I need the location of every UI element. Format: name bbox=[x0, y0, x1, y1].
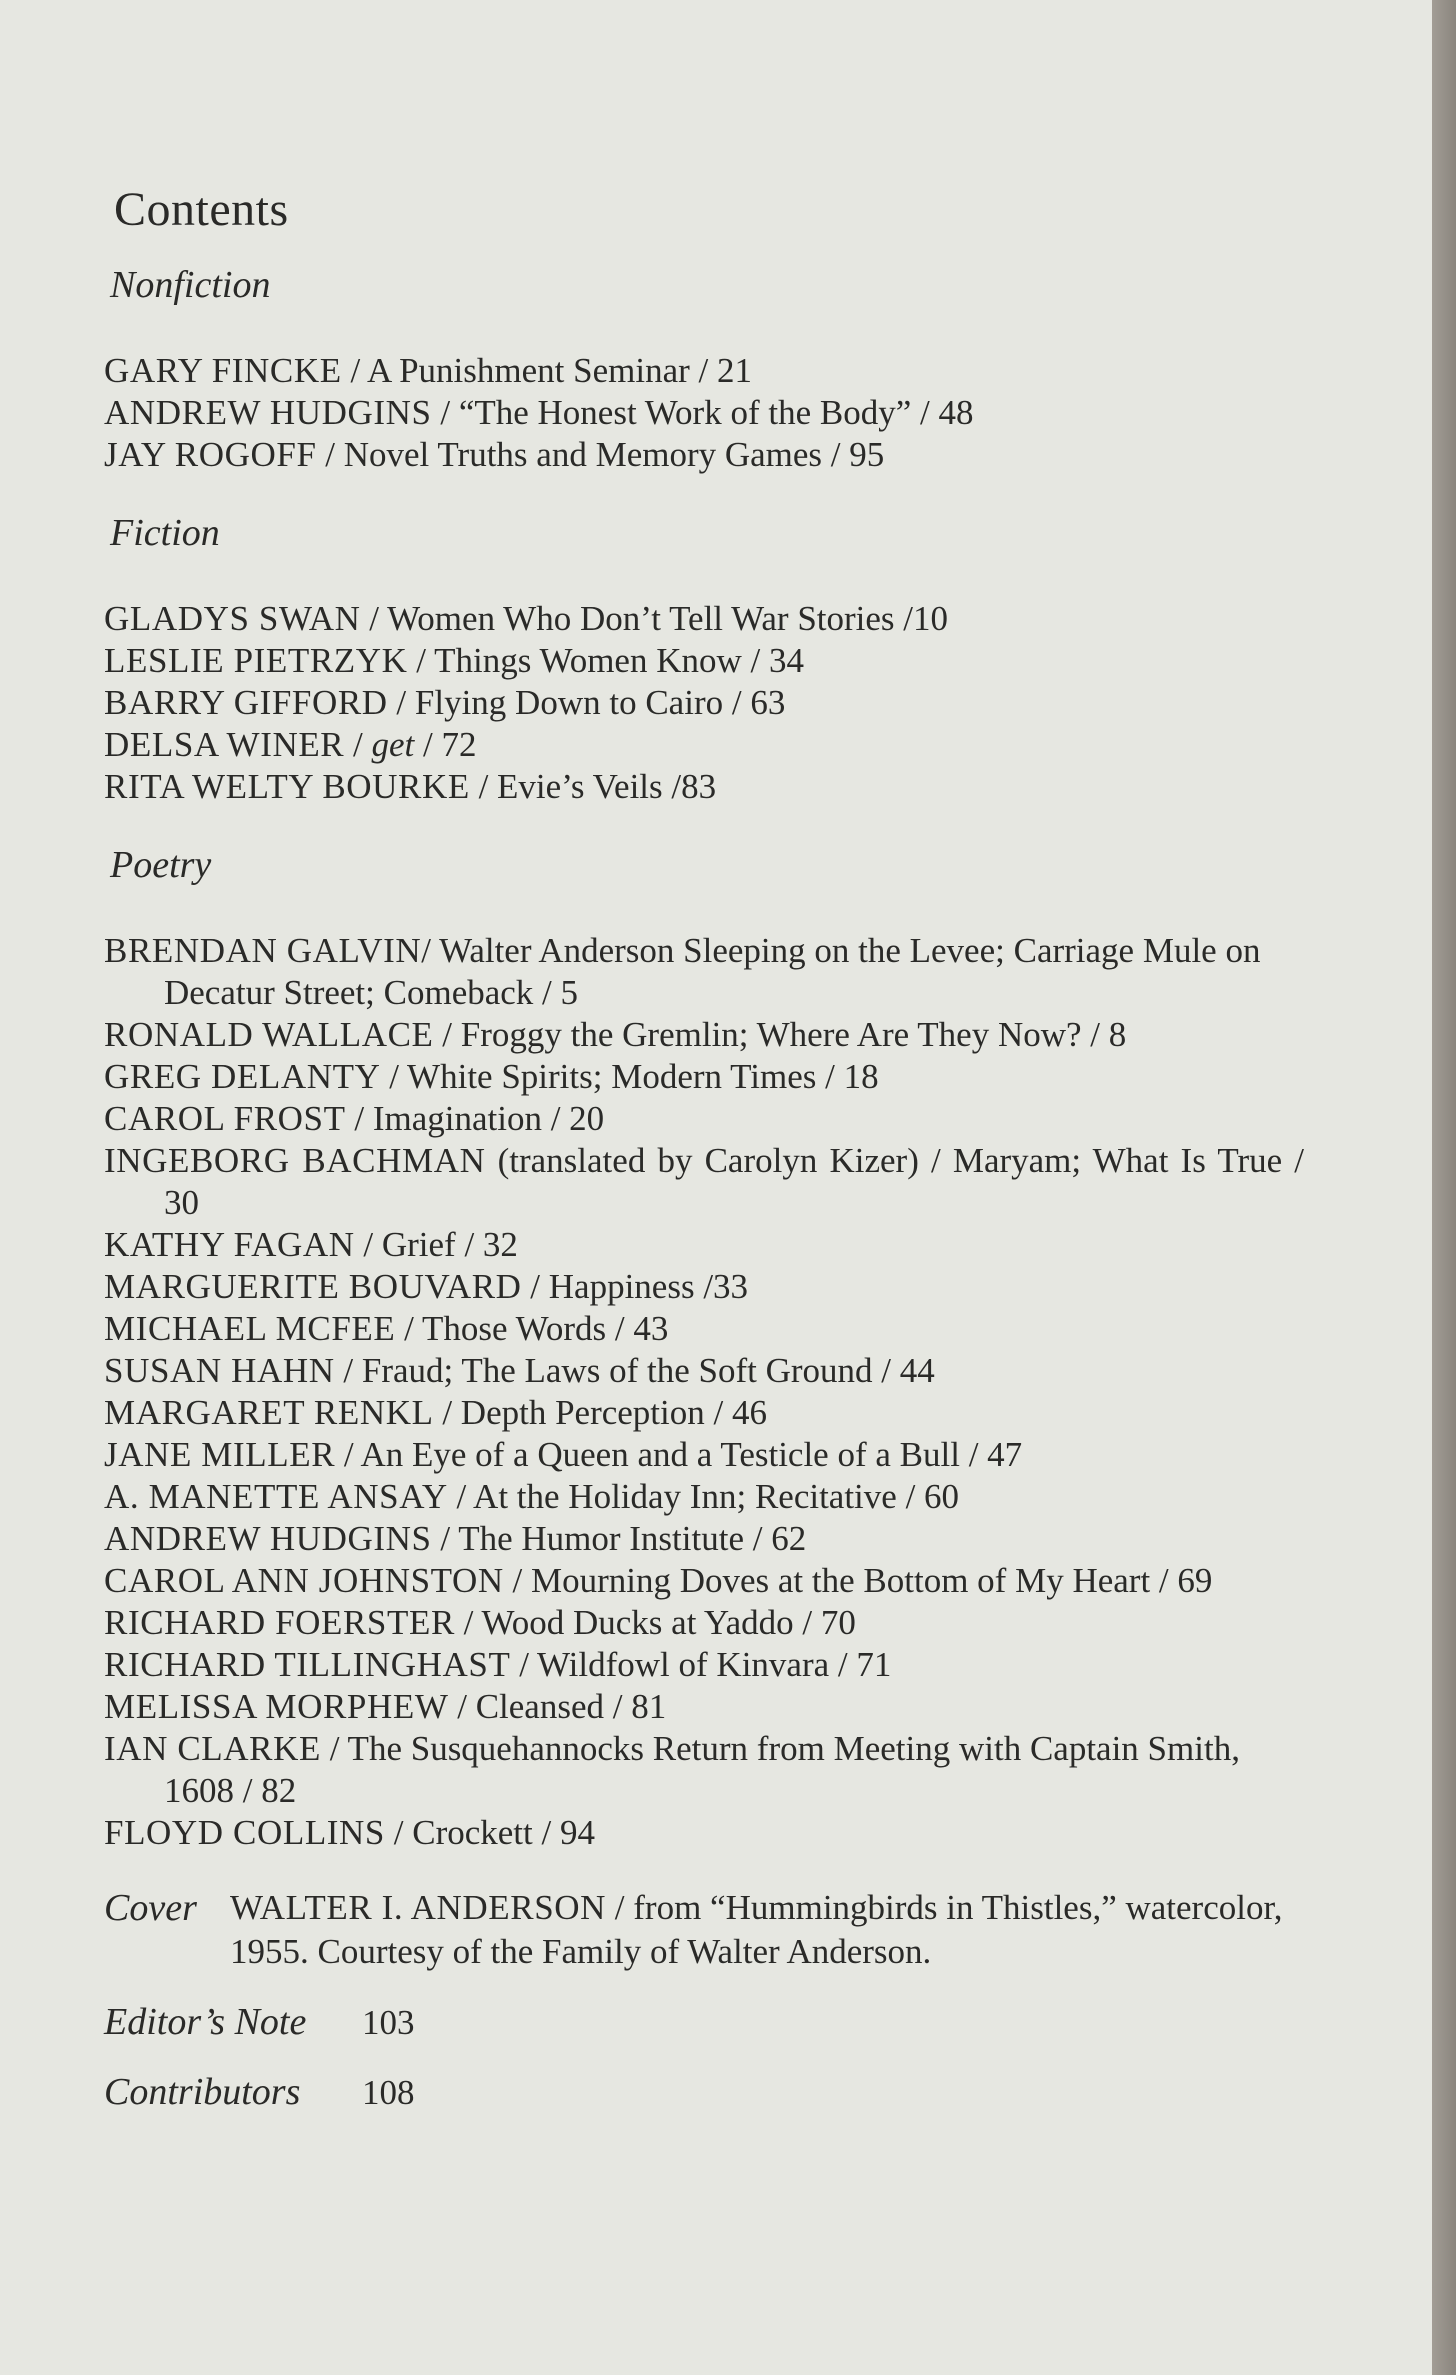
page-title: Contents bbox=[114, 183, 289, 236]
entry-author: SUSAN HAHN bbox=[104, 1351, 335, 1390]
entry-author: GLADYS SWAN bbox=[104, 599, 361, 638]
entry-title-page: / Imagination / 20 bbox=[345, 1099, 605, 1138]
entry-title-page: / Happiness /33 bbox=[521, 1267, 749, 1306]
entry-author: MELISSA MORPHEW bbox=[104, 1687, 449, 1726]
entry-author: ANDREW HUDGINS bbox=[104, 1519, 432, 1558]
entry-title-page: / A Punishment Seminar / 21 bbox=[341, 351, 752, 390]
entry-author: RICHARD TILLINGHAST bbox=[104, 1645, 511, 1684]
entry-author: GARY FINCKE bbox=[104, 351, 342, 390]
entry-author: LESLIE PIETRZYK bbox=[104, 641, 408, 680]
toc-entry bbox=[104, 1728, 1304, 1812]
entry-author: CAROL FROST bbox=[104, 1099, 346, 1138]
entry-page: / 72 bbox=[414, 725, 477, 764]
entry-title-page: / Those Words / 43 bbox=[395, 1309, 669, 1348]
toc-entry bbox=[104, 1056, 1304, 1098]
toc-entry bbox=[104, 930, 1304, 1014]
toc-entry bbox=[104, 350, 1304, 392]
cover-artist: WALTER I. ANDERSON bbox=[230, 1888, 607, 1927]
toc-entry bbox=[104, 1308, 1304, 1350]
toc-entry bbox=[104, 392, 1304, 434]
editors-note-page: 103 bbox=[362, 2003, 415, 2042]
entry-title-page: / Novel Truths and Memory Games / 95 bbox=[316, 435, 885, 474]
entry-author: MICHAEL MCFEE bbox=[104, 1309, 396, 1348]
entry-author: JANE MILLER bbox=[104, 1435, 336, 1474]
entry-title-page: / An Eye of a Queen and a Testicle of a Bull / 47 bbox=[335, 1435, 1023, 1474]
entry-author: IAN CLARKE bbox=[104, 1729, 321, 1768]
toc-entry bbox=[104, 1812, 1304, 1854]
toc-entry bbox=[104, 1602, 1304, 1644]
entry-author: MARGARET RENKL bbox=[104, 1393, 434, 1432]
cover-credit bbox=[104, 1886, 1304, 1974]
nonfiction-list bbox=[104, 350, 1304, 476]
toc-entry bbox=[104, 1266, 1304, 1308]
cover-label: Cover bbox=[104, 1887, 197, 1929]
entry-author: RICHARD FOERSTER bbox=[104, 1603, 455, 1642]
entry-title-page: / Evie’s Veils /83 bbox=[469, 767, 717, 806]
section-heading-poetry: Poetry bbox=[110, 844, 212, 886]
entry-title-page: / At the Holiday Inn; Recitative / 60 bbox=[447, 1477, 960, 1516]
cover-description: / from “Hummingbirds in Thistles,” watercolor, 1955. Courtesy of the Family of Walter Anderson. bbox=[230, 1888, 1283, 1971]
entry-title-page: / Grief / 32 bbox=[354, 1225, 518, 1264]
entry-author: A. MANETTE ANSAY bbox=[104, 1477, 448, 1516]
entry-title-page: / Things Women Know / 34 bbox=[407, 641, 804, 680]
toc-entry bbox=[104, 682, 1304, 724]
toc-entry bbox=[104, 1224, 1304, 1266]
entry-author: CAROL ANN JOHNSTON bbox=[104, 1561, 504, 1600]
entry-title-page: / Depth Perception / 46 bbox=[433, 1393, 767, 1432]
entry-title-page: / Fraud; The Laws of the Soft Ground / 44 bbox=[334, 1351, 935, 1390]
entry-author: DELSA WINER bbox=[104, 725, 345, 764]
entry-title-page: / Cleansed / 81 bbox=[448, 1687, 667, 1726]
toc-entry bbox=[104, 1644, 1304, 1686]
section-heading-fiction: Fiction bbox=[110, 512, 220, 554]
entry-title-page: / Mourning Doves at the Bottom of My Heart / 69 bbox=[503, 1561, 1213, 1600]
entry-title-page: (translated by Carolyn Kizer) / Maryam; What Is True / 30 bbox=[164, 1141, 1305, 1222]
entry-title-page: / Walter Anderson Sleeping on the Levee; Carriage Mule on Decatur Street; Comeback / 5 bbox=[164, 931, 1261, 1012]
entry-author: RONALD WALLACE bbox=[104, 1015, 434, 1054]
entry-author: BRENDAN GALVIN bbox=[104, 931, 422, 970]
cover-text bbox=[230, 1886, 1304, 1974]
entry-author: BARRY GIFFORD bbox=[104, 683, 388, 722]
entry-title-page: / The Susquehannocks Return from Meeting with Captain Smith, 1608 / 82 bbox=[164, 1729, 1240, 1810]
entry-author: KATHY FAGAN bbox=[104, 1225, 355, 1264]
toc-entry bbox=[104, 598, 1304, 640]
contributors-row bbox=[104, 2070, 1304, 2114]
toc-entry bbox=[104, 640, 1304, 682]
entry-title-italic: get bbox=[371, 725, 415, 764]
entry-title-page: / “The Honest Work of the Body” / 48 bbox=[431, 393, 974, 432]
table-of-contents bbox=[104, 168, 1304, 2114]
toc-entry bbox=[104, 1350, 1304, 1392]
entry-title-page: / Wildfowl of Kinvara / 71 bbox=[510, 1645, 892, 1684]
entry-title-page: / Wood Ducks at Yaddo / 70 bbox=[454, 1603, 856, 1642]
poetry-list bbox=[104, 930, 1304, 1854]
entry-author: INGEBORG BACHMAN bbox=[104, 1141, 486, 1180]
toc-entry bbox=[104, 1518, 1304, 1560]
toc-entry bbox=[104, 1098, 1304, 1140]
contributors-label: Contributors bbox=[104, 2071, 301, 2113]
toc-entry bbox=[104, 724, 1304, 766]
toc-entry bbox=[104, 1434, 1304, 1476]
contributors-page: 108 bbox=[362, 2073, 415, 2112]
entry-title-page: / Flying Down to Cairo / 63 bbox=[387, 683, 786, 722]
section-heading-nonfiction: Nonfiction bbox=[110, 264, 271, 306]
toc-entry bbox=[104, 434, 1304, 476]
toc-entry bbox=[104, 1392, 1304, 1434]
toc-entry bbox=[104, 1476, 1304, 1518]
entry-title-page: / White Spirits; Modern Times / 18 bbox=[380, 1057, 879, 1096]
toc-entry bbox=[104, 1560, 1304, 1602]
entry-author: MARGUERITE BOUVARD bbox=[104, 1267, 522, 1306]
toc-entry bbox=[104, 1686, 1304, 1728]
editors-note-row bbox=[104, 2000, 1304, 2044]
entry-author: FLOYD COLLINS bbox=[104, 1813, 385, 1852]
fiction-list bbox=[104, 598, 1304, 808]
toc-entry bbox=[104, 766, 1304, 808]
entry-title-page: / Women Who Don’t Tell War Stories /10 bbox=[360, 599, 949, 638]
entry-title-page: / Froggy the Gremlin; Where Are They Now? / 8 bbox=[433, 1015, 1127, 1054]
entry-author: GREG DELANTY bbox=[104, 1057, 381, 1096]
entry-separator: / bbox=[344, 725, 372, 764]
entry-author: RITA WELTY BOURKE bbox=[104, 767, 470, 806]
entry-title-page: / The Humor Institute / 62 bbox=[431, 1519, 807, 1558]
page-edge bbox=[1432, 0, 1456, 2375]
entry-title-page: / Crockett / 94 bbox=[385, 1813, 595, 1852]
entry-author: JAY ROGOFF bbox=[104, 435, 317, 474]
toc-entry bbox=[104, 1140, 1304, 1224]
editors-note-label: Editor’s Note bbox=[104, 2001, 307, 2043]
entry-author: ANDREW HUDGINS bbox=[104, 393, 432, 432]
toc-entry bbox=[104, 1014, 1304, 1056]
